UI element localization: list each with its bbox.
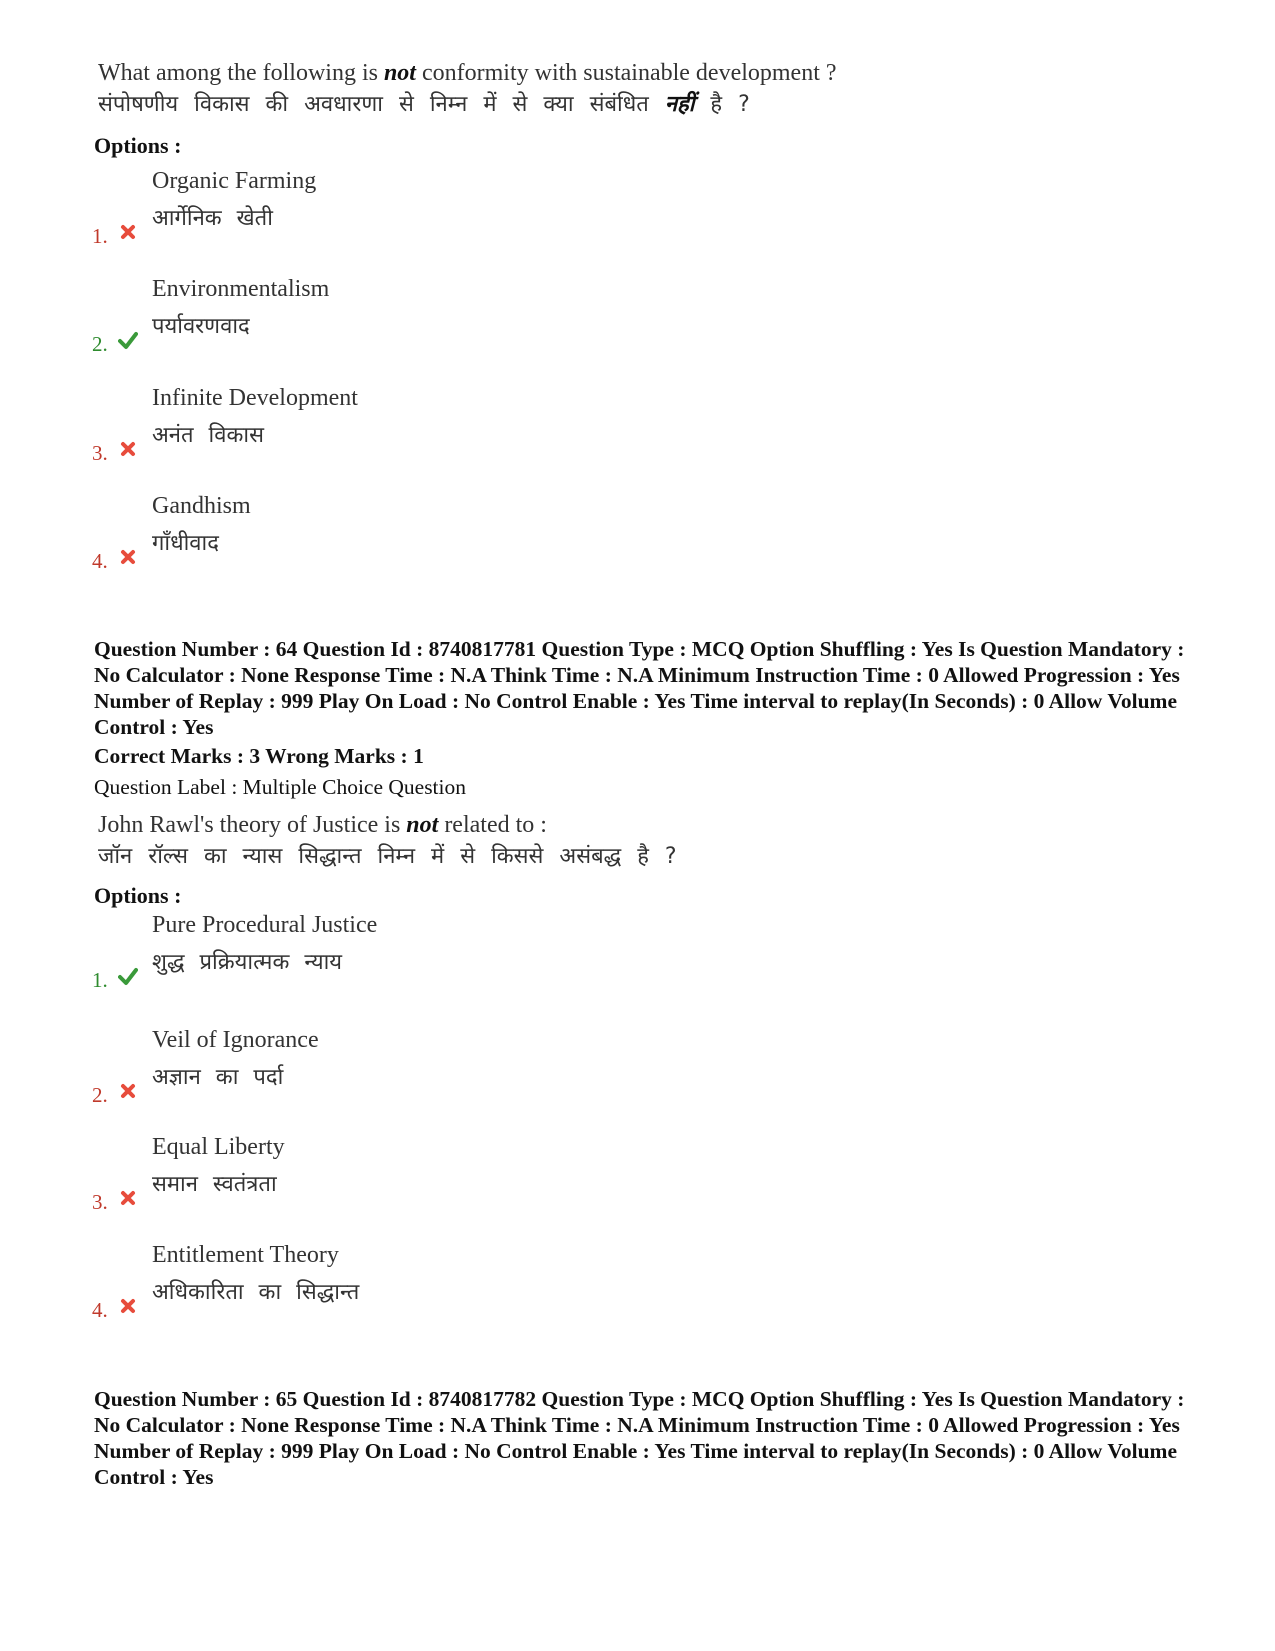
option-text-hi: अधिकारिता का सिद्धान्त bbox=[152, 1280, 360, 1305]
cross-icon bbox=[118, 1296, 138, 1316]
option-text-en: Veil of Ignorance bbox=[152, 1027, 319, 1053]
option-number: 1. bbox=[92, 968, 108, 992]
option-number: 4. bbox=[92, 1298, 108, 1322]
question-text-hi bbox=[98, 89, 837, 120]
question-text bbox=[98, 58, 837, 120]
question-meta: Question Number : 65 Question Id : 8740817782 Question Type : MCQ Option Shuffling : Yes Is Question Mandatory : No Calculator : None Response Time : N.A Think Time : N.A Minimum Instruction Time : 0 Allowed Progression : Yes Number of Replay : 999 Play On Load : No Control Enable : Yes Time interval to replay(In Seconds) : 0 Allow Volume Control : Yes bbox=[94, 1387, 1185, 1489]
negation-emphasis: not bbox=[406, 812, 439, 838]
cross-icon bbox=[118, 222, 138, 242]
options-heading: Options : bbox=[94, 133, 182, 158]
check-icon bbox=[118, 330, 138, 350]
cross-icon bbox=[118, 1188, 138, 1208]
option-item[interactable] bbox=[92, 385, 692, 475]
question-text-hi: जॉन रॉल्स का न्यास सिद्धान्त निम्न में से किससे असंबद्ध है ? bbox=[98, 844, 677, 869]
option-text-hi: शुद्ध प्रक्रियात्मक न्याय bbox=[152, 950, 343, 975]
question-text-en bbox=[98, 58, 837, 89]
check-icon bbox=[118, 966, 138, 986]
option-item[interactable] bbox=[92, 1242, 692, 1332]
text-segment: संपोषणीय विकास की अवधारणा से निम्न में से क्या संबंधित bbox=[98, 92, 665, 117]
cross-icon bbox=[118, 547, 138, 567]
option-text-hi: गाँधीवाद bbox=[152, 531, 219, 556]
option-item[interactable] bbox=[92, 1027, 692, 1117]
option-text-en: Equal Liberty bbox=[152, 1134, 285, 1160]
option-text-hi: अज्ञान का पर्दा bbox=[152, 1065, 284, 1090]
option-text-hi: समान स्वतंत्रता bbox=[152, 1172, 277, 1197]
option-text-hi: आर्गेनिक खेती bbox=[152, 206, 273, 231]
question-meta: Question Number : 64 Question Id : 8740817781 Question Type : MCQ Option Shuffling : Yes Is Question Mandatory : No Calculator : None Response Time : N.A Think Time : N.A Minimum Instruction Time : 0 Allowed Progression : Yes Number of Replay : 999 Play On Load : No Control Enable : Yes Time interval to replay(In Seconds) : 0 Allow Volume Control : Yes bbox=[94, 637, 1185, 739]
option-text-hi: अनंत विकास bbox=[152, 423, 264, 448]
question-text-en bbox=[98, 810, 677, 841]
option-number: 3. bbox=[92, 441, 108, 465]
option-number: 2. bbox=[92, 332, 108, 356]
option-text-en: Environmentalism bbox=[152, 276, 330, 302]
question-text bbox=[98, 810, 677, 872]
text-segment: related to : bbox=[438, 812, 547, 838]
cross-icon bbox=[118, 1081, 138, 1101]
negation-emphasis: नहीं bbox=[664, 92, 695, 117]
option-item[interactable] bbox=[92, 168, 692, 258]
text-segment: है ? bbox=[694, 92, 750, 117]
negation-emphasis: not bbox=[383, 60, 416, 86]
cross-icon bbox=[118, 439, 138, 459]
option-number: 1. bbox=[92, 224, 108, 248]
text-segment: conformity with sustainable development ? bbox=[415, 60, 837, 86]
marks-info: Correct Marks : 3 Wrong Marks : 1 bbox=[94, 744, 424, 768]
option-number: 4. bbox=[92, 549, 108, 573]
option-text-en: Gandhism bbox=[152, 493, 251, 519]
question-label: Question Label : Multiple Choice Question bbox=[94, 775, 467, 799]
option-text-hi: पर्यावरणवाद bbox=[152, 314, 250, 339]
options-heading: Options : bbox=[94, 883, 182, 908]
option-text-en: Entitlement Theory bbox=[152, 1242, 339, 1268]
option-number: 3. bbox=[92, 1190, 108, 1214]
text-segment: John Rawl's theory of Justice is bbox=[98, 812, 407, 838]
option-item[interactable] bbox=[92, 912, 692, 1002]
option-number: 2. bbox=[92, 1083, 108, 1107]
option-text-en: Infinite Development bbox=[152, 385, 358, 411]
option-text-en: Pure Procedural Justice bbox=[152, 912, 378, 938]
text-segment: What among the following is bbox=[98, 60, 384, 86]
option-item[interactable] bbox=[92, 1134, 692, 1224]
option-item[interactable] bbox=[92, 276, 692, 366]
option-item[interactable] bbox=[92, 493, 692, 583]
option-text-en: Organic Farming bbox=[152, 168, 317, 194]
